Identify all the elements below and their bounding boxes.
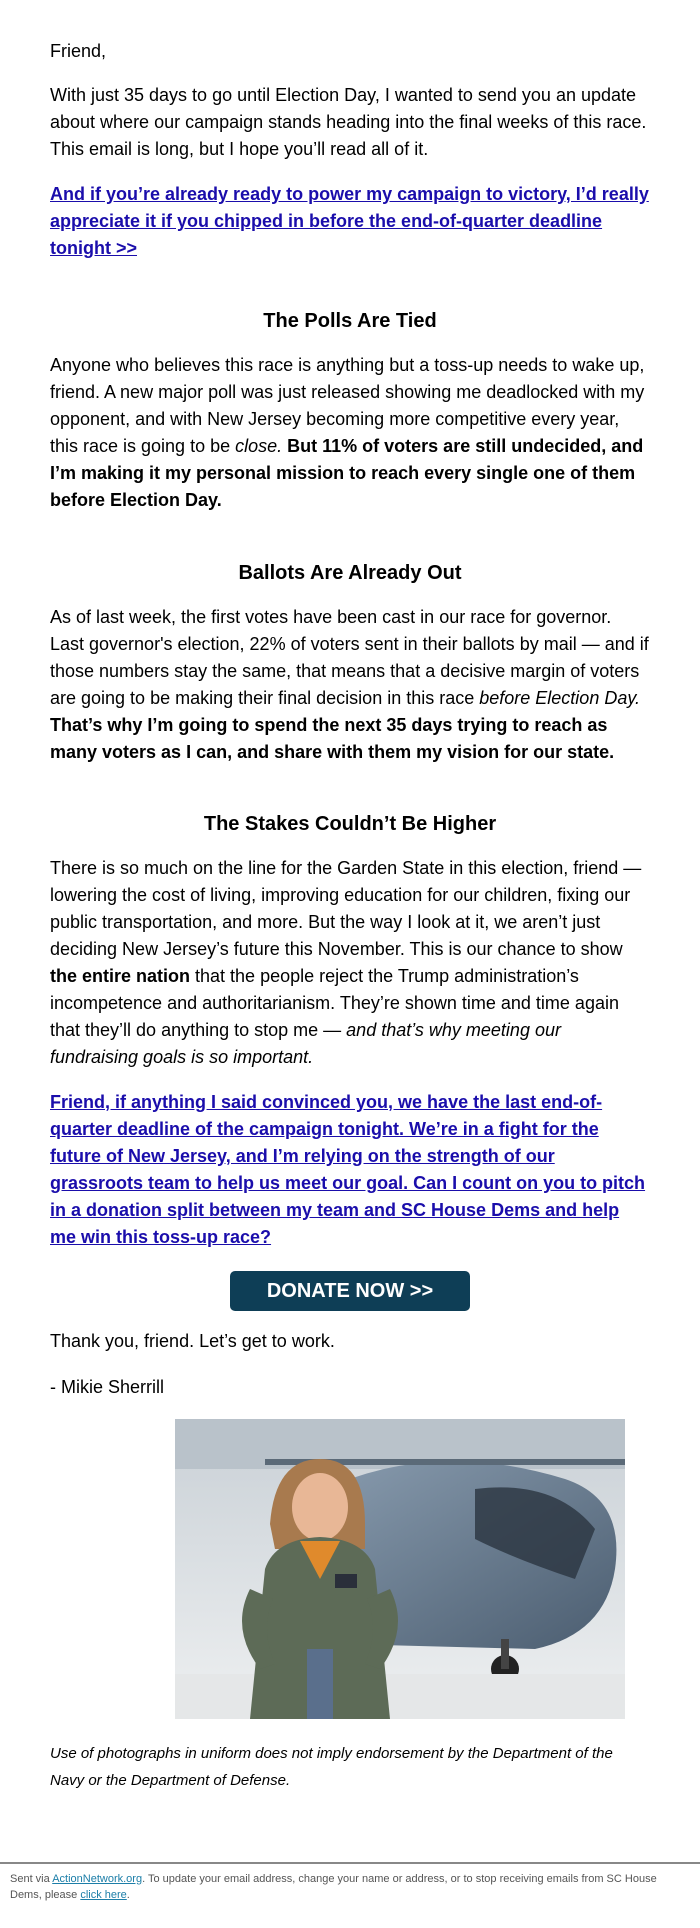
polls-bold: But 11% of voters are still undecided, and I’m making it my personal mission to reach every single one of them before Election Day.	[50, 436, 644, 510]
stakes-text-2: that the people reject the Trump administration’s incompetence and authoritarianism. They’re shown time and time again that they’ll do anything to stop me —	[50, 966, 619, 1040]
heading-stakes: The Stakes Couldn’t Be Higher	[203, 813, 497, 835]
donate-now-button[interactable]: DONATE NOW >>	[230, 1271, 470, 1311]
unsubscribe-link[interactable]: click here	[80, 1889, 127, 1901]
footer-suffix: .	[126, 1889, 130, 1901]
photo-disclaimer: Use of photographs in uniform does not imply endorsement by the Department of the Navy or the Department of Defense.	[50, 1745, 613, 1789]
ballots-text: As of last week, the first votes have been cast in our race for governor. Last governor's election, 22% of voters sent in their ballots by mail — and if those numbers stay the same, that means that a decisive margin of voters are going to be making their final decision in this race	[50, 607, 649, 708]
footer	[10, 1871, 670, 1903]
candidate-photo	[175, 1419, 625, 1719]
ballots-emphasis: before Election Day.	[479, 688, 641, 708]
thanks-line: Thank you, friend. Let’s get to work.	[50, 1331, 335, 1351]
signature: - Mikie Sherrill	[50, 1377, 165, 1397]
stakes-paragraph	[50, 855, 650, 1071]
ballots-paragraph	[50, 604, 650, 766]
polls-text: Anyone who believes this race is anything but a toss-up needs to wake up, friend. A new major poll was just released showing me deadlocked with my opponent, and with New Jersey becoming more competitive every year, this race is going to be	[50, 355, 645, 456]
heading-ballots: Ballots Are Already Out	[238, 562, 462, 584]
polls-emphasis: close.	[235, 436, 283, 456]
actionnetwork-link[interactable]: ActionNetwork.org	[52, 1873, 143, 1885]
donate-link-bottom[interactable]: Friend, if anything I said convinced you, we have the last end-of-quarter deadline of the campaign tonight. We’re in a fight for the future of New Jersey, and I’m relying on the strength of our grassroots team to help us meet our goal. Can I count on you to pitch in a donation split between my team and SC House Dems and help me win this toss-up race?	[50, 1092, 646, 1247]
stakes-text-1: There is so much on the line for the Garden State in this election, friend — lowering the cost of living, improving education for our children, fixing our public transportation, and more. But the way I look at it, we aren’t just deciding New Jersey’s future this November. This is our chance to show	[50, 858, 642, 959]
greeting: Friend,	[50, 41, 107, 61]
footer-middle: . To update your email address, change your name or address, or to stop receiving emails from SC House Dems, please	[10, 1873, 657, 1901]
candidate-photo-graphic	[175, 1419, 625, 1719]
stakes-emphasis: and that’s why meeting our fundraising goals is so important.	[50, 1020, 561, 1067]
stakes-bold: the entire nation	[50, 966, 191, 986]
polls-paragraph	[50, 352, 650, 514]
donate-button-container	[50, 1271, 650, 1311]
ballots-bold: That’s why I’m going to spend the next 35 days trying to reach as many voters as I can, and share with them my vision for our state.	[50, 715, 615, 762]
footer-prefix: Sent via	[10, 1873, 53, 1885]
intro-paragraph: With just 35 days to go until Election Day, I wanted to send you an update about where our campaign stands heading into the final weeks of this race. This email is long, but I hope you’ll read all of it.	[50, 85, 647, 159]
donate-link-top[interactable]: And if you’re already ready to power my campaign to victory, I’d really appreciate it if you chipped in before the end-of-quarter deadline tonight >>	[50, 184, 649, 258]
footer-divider	[0, 1862, 700, 1864]
heading-polls: The Polls Are Tied	[263, 310, 437, 332]
